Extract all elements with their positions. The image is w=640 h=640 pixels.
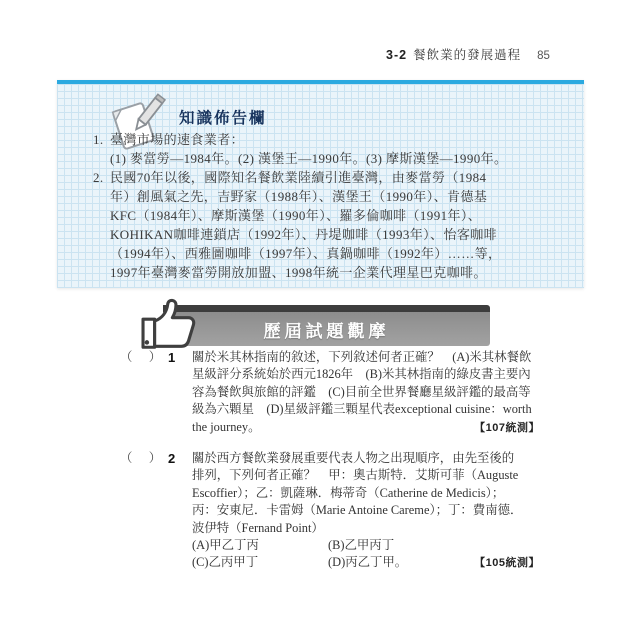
knowledge-text-line: 臺灣市場的速食業者： xyxy=(110,132,245,147)
item-number: 2. xyxy=(93,170,104,185)
question-text-line: 排列，下列何者正確？ 甲：奧古斯特．艾斯可菲（Auguste xyxy=(192,468,519,483)
option-b: (B)乙甲丙丁 xyxy=(328,538,395,553)
question-text-line: 星級評分系統始於西元1826年 (B)米其林指南的綠皮書主要內 xyxy=(192,367,531,382)
exam-section-title: 歷屆試題觀摩 xyxy=(263,321,390,341)
question-text-line: 波伊特（Fernand Point） xyxy=(192,520,324,535)
option-c: (C)乙丙甲丁 xyxy=(192,555,259,570)
question-text-line: 容為餐飲與旅館的評鑑 (C)目前全世界餐廳星級評鑑的最高等 xyxy=(192,384,531,399)
knowledge-text-line: 民國70年以後，國際知名餐飲業陸續引進臺灣，由麥當勞（1984 xyxy=(110,170,487,185)
question-text-line: 關於米其林指南的敘述，下列敘述何者正確？ (A)米其林餐飲 xyxy=(192,350,532,364)
question-number: 2 xyxy=(168,451,176,467)
knowledge-text-line: （1994年）、西雅圖咖啡（1997年）、真鍋咖啡（1992年）……等， xyxy=(110,246,502,261)
knowledge-item xyxy=(93,130,571,168)
question-text-line: the journey。 xyxy=(192,419,261,434)
item-number: 1. xyxy=(93,132,104,147)
question-text-line: 丙：安東尼．卡雷姆（Marie Antoine Careme）；丁：費南德． xyxy=(192,503,523,518)
answer-blank: （ ） xyxy=(120,451,164,466)
page-number: 85 xyxy=(537,50,550,62)
question-number: 1 xyxy=(168,350,176,365)
knowledge-text-line: 年）創風氣之先，吉野家（1988年）、漢堡王（1990年）、肯德基 xyxy=(110,189,488,204)
answer-blank: （ ） xyxy=(120,350,164,364)
question-text-line: 關於西方餐飲業發展重要代表人物之出現順序，由先至後的 xyxy=(192,451,515,466)
section-number: 3-2 xyxy=(386,48,408,62)
exam-questions xyxy=(120,349,540,586)
exam-source-tag: 【105統測】 xyxy=(474,557,540,570)
question-text-line: 級為六顆星 (D)星級評鑑三顆星代表exceptional cuisine：worth xyxy=(192,402,532,417)
option-d: (D)丙乙丁甲。 xyxy=(328,555,408,570)
exam-source-tag: 【107統測】 xyxy=(474,421,540,434)
section-title: 餐飲業的發展過程 xyxy=(413,48,522,62)
knowledge-list xyxy=(93,130,571,282)
knowledge-text-line: KOHIKAN咖啡連鎖店（1992年）、丹堤咖啡（1993年）、怡客咖啡 xyxy=(110,227,498,242)
thumbs-up-icon xyxy=(136,293,214,355)
knowledge-text-line: (1) 麥當勞—1984年。(2) 漢堡王—1990年。(3) 摩斯漢堡—1990年。 xyxy=(110,151,508,166)
page-header xyxy=(386,45,550,63)
knowledge-text-line: KFC（1984年）、摩斯漢堡（1990年）、羅多倫咖啡（1991年）、 xyxy=(110,208,482,223)
knowledge-box-title: 知識佈告欄 xyxy=(179,110,267,127)
option-a: (A)甲乙丁丙 xyxy=(192,538,259,553)
question-1 xyxy=(120,349,540,437)
question-2 xyxy=(120,450,540,573)
knowledge-box xyxy=(57,80,584,288)
knowledge-item xyxy=(93,168,571,282)
question-text-line: Escoffier）；乙：凱薩琳．梅蒂奇（Catherine de Medicis）； xyxy=(192,485,505,500)
knowledge-text-line: 1997年臺灣麥當勞開放加盟、1998年統一企業代理星巴克咖啡。 xyxy=(110,265,487,280)
